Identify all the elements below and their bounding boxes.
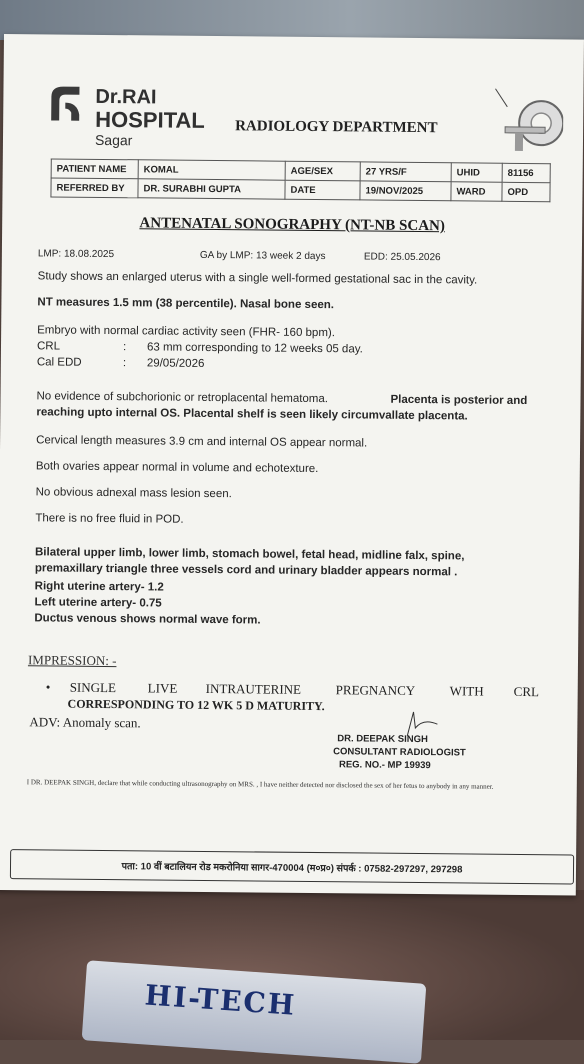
signatory-reg: REG. NO.- MP 19939 [338,759,431,772]
ward-label: WARD [451,182,502,201]
placenta-text-2: reaching upto internal OS. Placental shelf is seen likely circumvallate placenta. [36,406,468,423]
cervical-text: Cervical length measures 3.9 cm and internal OS appear normal. [36,434,368,450]
impression-heading: IMPRESSION: - [27,652,117,669]
impression-word-1: SINGLE [69,679,117,696]
adnexal-text: No obvious adnexal mass lesion seen. [35,486,232,501]
date-label: DATE [285,180,360,200]
signatory-title: CONSULTANT RADIOLOGIST [333,746,466,759]
patient-name-label: PATIENT NAME [51,159,138,179]
ovaries-text: Both ovaries appear normal in volume and echotexture. [35,460,319,476]
uhid-label: UHID [451,163,502,182]
study-text: Study shows an enlarged uterus with a single well-formed gestational sac in the cavity. [37,270,478,287]
crl-separator: : [122,341,127,354]
nt-text: NT measures 1.5 mm (38 percentile). Nasal bone seen. [37,296,335,312]
crl-value: 63 mm corresponding to 12 weeks 05 day. [146,341,363,356]
hospital-logo-icon [47,82,83,122]
anatomy-text-2: premaxillary triangle three vessels cord and urinary bladder appears normal . [34,562,458,579]
impression-word-6: CRL [513,683,540,700]
patient-info-table [50,158,550,202]
hospital-name [95,87,205,148]
anatomy-text-1: Bilateral upper limb, lower limb, stomach bowel, fetal head, midline falx, spine, [34,546,465,563]
embryo-text: Embryo with normal cardiac activity seen (FHR- 160 bpm). [37,324,336,340]
signatory-name: DR. DEEPAK SINGH [337,733,428,746]
hematoma-text: No evidence of subchorionic or retroplacental hematoma. [36,390,329,406]
impression-word-3: INTRAUTERINE [205,680,302,697]
footer-box [10,849,574,884]
declaration-text: I DR. DEEPAK SINGH, declare that while conducting ultrasonography on MRS. , I have neither detected nor disclosed the sex of her fetus to anybody in any manner. [26,778,494,791]
report-title: ANTENATAL SONOGRAPHY (NT-NB SCAN) [139,215,445,235]
impression-line-2: CORRESPONDING TO 12 WK 5 D MATURITY. [67,696,325,714]
bullet-icon: • [45,679,51,695]
cal-edd-separator: : [122,357,127,370]
cal-edd-value: 29/05/2026 [146,357,205,370]
hospital-city: Sagar [94,131,133,149]
ward-value: OPD [502,182,550,201]
hospital-name-line2: HOSPITAL [95,106,205,133]
impression-word-4: PREGNANCY [335,682,416,698]
referred-by-value: DR. SURABHI GUPTA [138,179,285,199]
referred-by-label: REFERRED BY [51,178,138,198]
uhid-value: 81156 [502,163,550,182]
packet-text: HI-TECH [143,978,298,1022]
cal-edd-label: Cal EDD [36,356,82,369]
free-fluid-text: There is no free fluid in POD. [35,512,184,526]
lmp-text: LMP: 18.08.2025 [37,248,115,261]
right-uterine-artery: Right uterine artery- 1.2 [34,580,164,594]
hospital-name-line1: Dr.RAI [95,85,157,109]
impression-word-5: WITH [449,683,484,699]
impression-word-2: LIVE [147,680,178,696]
age-value: 27 YRS/F [360,162,451,182]
edd-text: EDD: 25.05.2026 [363,251,441,264]
age-label: AGE/SEX [285,161,360,181]
placenta-text-1: Placenta is posterior and [390,393,528,408]
mri-scanner-icon [491,87,564,160]
ga-text: GA by LMP: 13 week 2 days [199,249,326,263]
advice-text: ADV: Anomaly scan. [29,714,141,731]
left-uterine-artery: Left uterine artery- 0.75 [34,596,162,610]
crl-label: CRL [36,340,61,353]
department-title: RADIOLOGY DEPARTMENT [235,118,438,137]
report-sheet [0,34,584,896]
footer-address: पता: 10 वीं बटालियन रोड मकरोनिया सागर-470004 (म०प्र०) संपर्क : 07582-297297, 297298 [121,861,463,876]
ductus-venous-text: Ductus venous shows normal wave form. [34,612,261,627]
patient-name-value: KOMAL [138,160,285,180]
date-value: 19/NOV/2025 [360,181,451,201]
